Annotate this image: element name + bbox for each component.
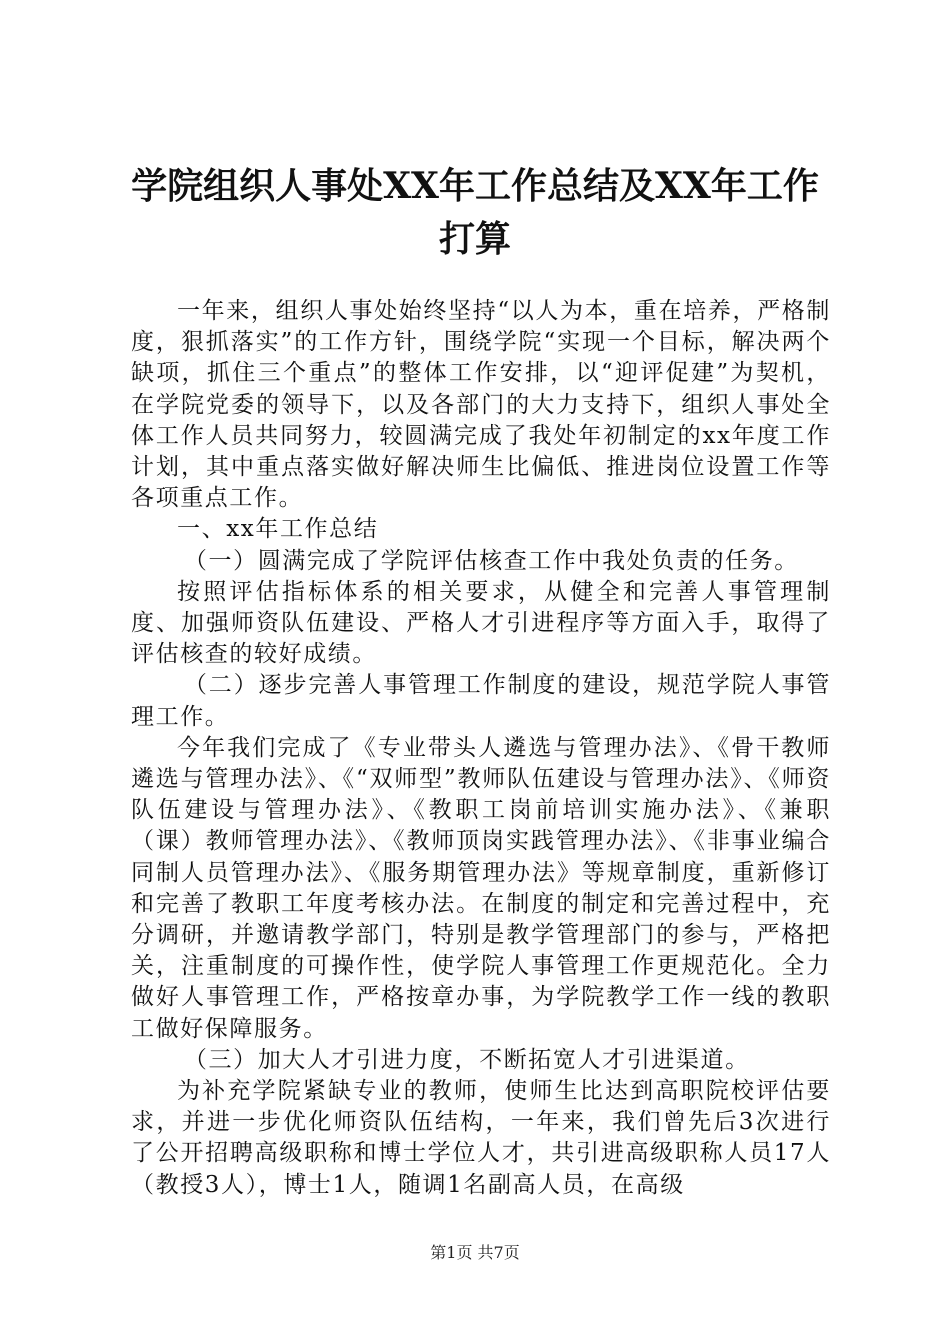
- page-footer: 第1页 共7页: [430, 1243, 520, 1262]
- document-body: [131, 296, 831, 1201]
- subsection-heading-2: （二）逐步完善人事管理工作制度的建设，规范学院人事管理工作。: [131, 672, 831, 730]
- paragraph-3: 为补充学院紧缺专业的教师，使师生比达到高职院校评估要求，并进一步优化师资队伍结构，一年来，我们曾先后3次进行了公开招聘高级职称和博士学位人才，共引进高级职称人员17人（教授3人），博士1人，随调1名副高人员，在高级: [131, 1078, 831, 1198]
- document-title: 学院组织人事处XX年工作总结及XX年工作打算: [131, 165, 819, 260]
- paragraph-1: 按照评估指标体系的相关要求，从健全和完善人事管理制度、加强师资队伍建设、严格人才引进程序等方面入手，取得了评估核查的较好成绩。: [131, 578, 831, 668]
- paragraph-2: 今年我们完成了《专业带头人遴选与管理办法》、《骨干教师遴选与管理办法》、《“双师型”教师队伍建设与管理办法》、《师资队伍建设与管理办法》、《教职工岗前培训实施办法》、《兼职（课）教师管理办法》、《教师顶岗实践管理办法》、《非事业编合同制人员管理办法》、《服务期管理办法》等规章制度，重新修订和完善了教职工年度考核办法。在制度的制定和完善过程中，充分调研，并邀请教学部门，特别是教学管理部门的参与，严格把关，注重制度的可操作性，使学院人事管理工作更规范化。全力做好人事管理工作，严格按章办事，为学院教学工作一线的教职工做好保障服务。: [131, 734, 831, 1042]
- subsection-heading-1: （一）圆满完成了学院评估核查工作中我处负责的任务。: [183, 547, 799, 574]
- paragraph-intro: 一年来，组织人事处始终坚持“以人为本，重在培养，严格制度，狠抓落实”的工作方针，围绕学院“实现一个目标，解决两个缺项，抓住三个重点”的整体工作安排，以“迎评促建”为契机，在学院党委的领导下，以及各部门的大力支持下，组织人事处全体工作人员共同努力，较圆满完成了我处年初制定的xx年度工作计划，其中重点落实做好解决师生比偏低、推进岗位设置工作等各项重点工作。: [131, 298, 831, 512]
- subsection-heading-3: （三）加大人才引进力度，不断拓宽人才引进渠道。: [183, 1046, 750, 1073]
- section-heading: 一、xx年工作总结: [177, 516, 379, 543]
